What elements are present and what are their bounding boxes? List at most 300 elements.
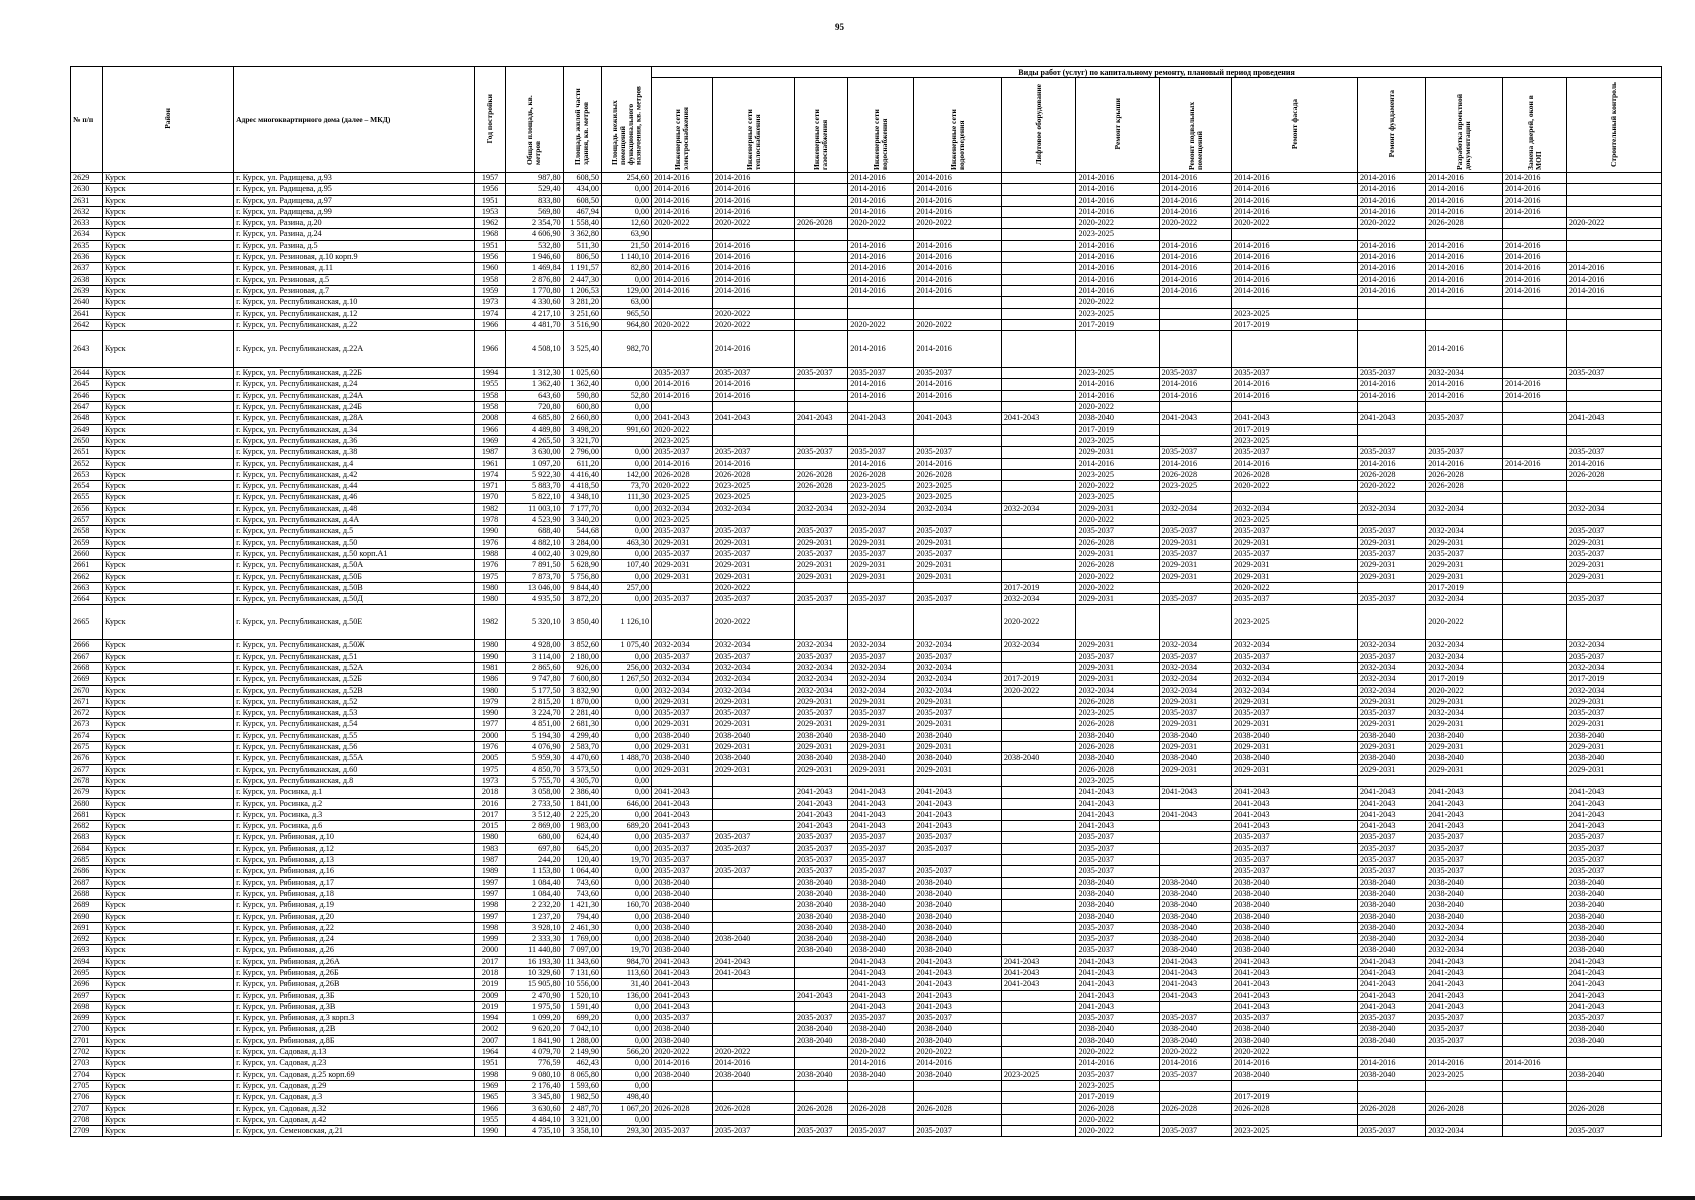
table-cell [1232,1080,1358,1091]
table-cell: 0,00 [602,458,652,469]
table-cell [1426,1047,1503,1058]
table-cell: 2038-2040 [794,888,847,899]
table-cell [1566,195,1661,206]
table-cell: 2041-2043 [1076,809,1159,820]
table-cell: 2026-2028 [1426,481,1503,492]
table-cell: 2683 [71,832,103,843]
table-cell: Курск [102,537,233,548]
table-cell [1001,195,1076,206]
table-cell: 1998 [475,922,506,933]
table-cell: 2035-2037 [1357,843,1425,854]
table-cell: 2014-2016 [848,390,914,401]
table-cell: Курск [102,651,233,662]
table-cell: 689,20 [602,821,652,832]
table-cell: 2014-2016 [1566,263,1661,274]
table-cell: 2020-2022 [848,319,914,330]
table-cell: г. Курск, ул. Республиканская, д.24Б [234,402,475,413]
table-cell [1426,1092,1503,1103]
table-row [71,888,1662,899]
table-cell: 624,40 [563,832,601,843]
table-cell: 2673 [71,719,103,730]
table-cell: Курск [102,1024,233,1035]
table-cell: 2014-2016 [1502,195,1566,206]
table-cell [1159,1080,1232,1091]
table-cell: 2014-2016 [1232,285,1358,296]
table-cell: 2029-2031 [712,742,794,753]
table-cell: 2035-2037 [1076,1013,1159,1024]
table-cell: 0,00 [602,503,652,514]
table-row [71,319,1662,330]
table-cell [1502,798,1566,809]
table-row [71,594,1662,605]
table-cell [1001,526,1076,537]
table-cell: 2694 [71,956,103,967]
table-cell: 2029-2031 [1566,742,1661,753]
table-cell: 4 606,90 [506,229,564,240]
table-cell: 2014-2016 [712,379,794,390]
table-cell: г. Курск, ул. Республиканская, д.4 [234,458,475,469]
table-cell: 1997 [475,877,506,888]
table-cell: 2032-2034 [1357,503,1425,514]
header-work-11 [1502,78,1566,173]
table-cell: 4 299,40 [563,730,601,741]
table-cell [1159,492,1232,503]
table-cell: 5 177,50 [506,685,564,696]
table-cell: 2026-2028 [1076,719,1159,730]
table-cell [1502,526,1566,537]
table-cell: 2035-2037 [1232,1013,1358,1024]
table-row [71,515,1662,526]
table-cell [794,515,847,526]
table-cell: 2038-2040 [1566,911,1661,922]
table-cell: 2634 [71,229,103,240]
table-cell: 2014-2016 [1232,184,1358,195]
table-cell [794,435,847,446]
table-cell: 1979 [475,696,506,707]
table-cell: Курск [102,934,233,945]
table-cell: 2014-2016 [1232,379,1358,390]
table-cell: г. Курск, ул. Республиканская, д.50Б [234,571,475,582]
table-cell [1001,184,1076,195]
table-cell [1001,1013,1076,1024]
table-cell: 0,00 [602,764,652,775]
table-cell: 462,43 [563,1058,601,1069]
table-cell [1566,308,1661,319]
table-cell [914,229,1001,240]
table-row [71,548,1662,559]
table-cell [1001,368,1076,379]
table-cell: 8 065,80 [563,1069,601,1080]
table-cell: 2029-2031 [1566,764,1661,775]
table-cell: 1989 [475,866,506,877]
table-cell: 107,40 [602,560,652,571]
table-cell: 2014-2016 [1232,263,1358,274]
table-cell: 2035-2037 [914,651,1001,662]
table-cell [1159,775,1232,786]
table-cell [794,458,847,469]
table-cell [1159,798,1232,809]
table-cell: 2038-2040 [794,1069,847,1080]
table-cell [1001,719,1076,730]
table-cell: 2032-2034 [1076,685,1159,696]
table-cell [1001,285,1076,296]
table-cell: 2041-2043 [1566,809,1661,820]
table-cell: 2035-2037 [1566,651,1661,662]
table-cell: 2014-2016 [1566,458,1661,469]
table-cell [1566,435,1661,446]
table-cell: г. Курск, ул. Республиканская, д.38 [234,447,475,458]
table-cell: 2035-2037 [794,651,847,662]
table-row [71,402,1662,413]
table-cell [1001,900,1076,911]
table-cell: 1 983,00 [563,821,601,832]
table-cell: 2032-2034 [1426,503,1503,514]
table-cell: 2014-2016 [1232,240,1358,251]
table-cell: 1971 [475,481,506,492]
table-cell [1502,775,1566,786]
table-cell [1502,537,1566,548]
table-cell: 2707 [71,1103,103,1114]
table-cell: 699,20 [563,1013,601,1024]
table-cell: 2035-2037 [652,447,713,458]
table-cell: 5 628,90 [563,560,601,571]
table-cell: 2017-2019 [1076,319,1159,330]
table-cell: 2035-2037 [1357,1013,1425,1024]
table-cell: 2032-2034 [794,685,847,696]
table-cell: 0,00 [602,184,652,195]
table-cell: 2029-2031 [1426,696,1503,707]
table-cell: 2026-2028 [1076,742,1159,753]
table-cell: 2029-2031 [1357,560,1425,571]
table-cell [848,775,914,786]
table-cell: 2 333,30 [506,934,564,945]
table-cell: 63,90 [602,229,652,240]
table-cell: 2014-2016 [1502,206,1566,217]
table-cell: 2041-2043 [1566,787,1661,798]
table-row [71,934,1662,945]
table-cell: 0,00 [602,594,652,605]
table-cell [1566,1114,1661,1125]
table-cell: 2014-2016 [1076,274,1159,285]
table-cell: 2032-2034 [652,674,713,685]
table-cell: 2014-2016 [712,195,794,206]
table-cell: 2014-2016 [1159,263,1232,274]
table-cell: 2041-2043 [1357,413,1425,424]
table-cell: 16 193,30 [506,956,564,967]
table-cell: 2649 [71,424,103,435]
table-cell [1502,742,1566,753]
table-cell: 2038-2040 [914,1069,1001,1080]
table-cell: 2035-2037 [794,594,847,605]
table-cell: 2038-2040 [652,934,713,945]
table-cell: 2032-2034 [848,503,914,514]
table-cell: 3 358,10 [563,1126,601,1137]
table-cell [914,1092,1001,1103]
table-cell: Курск [102,571,233,582]
table-cell: 0,00 [602,866,652,877]
table-cell: г. Курск, ул. Садовая, д.29 [234,1080,475,1091]
table-cell [1357,319,1425,330]
table-row [71,855,1662,866]
table-cell: 0,00 [602,548,652,559]
table-cell: 0,00 [602,1069,652,1080]
table-cell: 2035-2037 [1566,843,1661,854]
table-cell: 2026-2028 [1426,218,1503,229]
table-cell [1426,515,1503,526]
table-cell: 2041-2043 [1232,979,1358,990]
table-row [71,195,1662,206]
table-cell [1426,1080,1503,1091]
table-cell [712,922,794,933]
table-cell: 2032-2034 [794,640,847,651]
table-cell: 5 959,30 [506,753,564,764]
table-cell: 2014-2016 [1566,285,1661,296]
table-cell [1159,1092,1232,1103]
table-cell: 1 982,50 [563,1092,601,1103]
table-cell: 2654 [71,481,103,492]
table-cell: 2041-2043 [1357,979,1425,990]
header-work-6 [1076,78,1159,173]
table-cell [1001,764,1076,775]
table-cell: 2035-2037 [1159,708,1232,719]
table-cell: 142,00 [602,469,652,480]
table-cell: 2035-2037 [914,832,1001,843]
table-cell: 2 681,30 [563,719,601,730]
table-cell [1001,696,1076,707]
table-cell: Курск [102,379,233,390]
table-cell: 2020-2022 [1076,1126,1159,1137]
table-cell: 2035-2037 [1566,594,1661,605]
table-cell: 2032-2034 [1426,526,1503,537]
table-cell: 2038-2040 [914,922,1001,933]
table-cell: 2026-2028 [1076,696,1159,707]
table-cell: 2026-2028 [1076,764,1159,775]
table-cell: 2014-2016 [712,1058,794,1069]
table-cell: 2 180,00 [563,651,601,662]
table-cell: 2038-2040 [1357,877,1425,888]
table-cell [1001,229,1076,240]
table-cell: 3 872,20 [563,594,601,605]
table-cell [712,1114,794,1125]
table-cell: 2656 [71,503,103,514]
table-cell: 2014-2016 [914,379,1001,390]
header-nonliving-area [602,67,652,173]
table-cell [848,402,914,413]
table-cell: 2014-2016 [712,173,794,184]
table-cell: 2041-2043 [1566,413,1661,424]
table-cell: 2041-2043 [914,968,1001,979]
table-cell [794,605,847,640]
table-cell: 2652 [71,458,103,469]
table-cell: 2020-2022 [1232,481,1358,492]
table-row [71,571,1662,582]
table-cell: 2038-2040 [712,730,794,741]
table-cell [1502,685,1566,696]
table-cell: 2032-2034 [652,685,713,696]
table-cell [1001,206,1076,217]
table-cell [1566,173,1661,184]
table-cell: 2637 [71,263,103,274]
table-row [71,285,1662,296]
table-row [71,990,1662,1001]
table-cell: Курск [102,798,233,809]
table-cell [712,900,794,911]
table-cell: 2020-2022 [652,1047,713,1058]
table-row [71,582,1662,593]
table-cell [1001,832,1076,843]
table-cell: 2038-2040 [914,1035,1001,1046]
table-cell: 2 232,20 [506,900,564,911]
table-cell: 2 876,80 [506,274,564,285]
table-cell: 4 330,60 [506,297,564,308]
table-cell: 2017-2019 [1001,582,1076,593]
table-cell: 2020-2022 [1232,582,1358,593]
table-cell: 2038-2040 [1566,888,1661,899]
table-cell: г. Курск, ул. Республиканская, д.54 [234,719,475,730]
table-cell: 2041-2043 [848,787,914,798]
table-row [71,492,1662,503]
table-cell: Курск [102,319,233,330]
table-cell: 645,20 [563,843,601,854]
table-cell: 2029-2031 [848,696,914,707]
table-cell: 2035-2037 [712,708,794,719]
table-cell: 1977 [475,719,506,730]
table-cell: 2032-2034 [1426,1126,1503,1137]
table-cell [1502,1024,1566,1035]
table-cell: 2038-2040 [794,1024,847,1035]
table-cell: Курск [102,413,233,424]
table-cell: 1986 [475,674,506,685]
table-cell: 2675 [71,742,103,753]
table-cell: 1978 [475,515,506,526]
table-cell: Курск [102,1103,233,1114]
table-cell: Курск [102,888,233,899]
table-cell: 2020-2022 [1076,297,1159,308]
table-cell: 11 440,80 [506,945,564,956]
table-cell: 2038-2040 [652,753,713,764]
table-cell: 720,80 [506,402,564,413]
table-cell [1502,492,1566,503]
table-cell: 2038-2040 [1566,934,1661,945]
table-cell [1357,308,1425,319]
table-cell: 2641 [71,308,103,319]
table-cell: 2038-2040 [1076,877,1159,888]
table-cell: 2029-2031 [1076,674,1159,685]
table-cell: 1 237,20 [506,911,564,922]
table-cell: 2041-2043 [914,1001,1001,1012]
table-cell: 2035-2037 [848,843,914,854]
table-cell: 2029-2031 [1076,447,1159,458]
table-cell [848,297,914,308]
table-cell [1001,651,1076,662]
table-cell: 2038-2040 [1357,922,1425,933]
table-cell [1566,390,1661,401]
table-cell: 2035-2037 [848,651,914,662]
table-cell: 2035-2037 [1076,526,1159,537]
table-cell: 2035-2037 [794,368,847,379]
table-cell: 2041-2043 [652,821,713,832]
table-cell: 2019 [475,979,506,990]
table-cell: 2041-2043 [1566,821,1661,832]
table-cell: 1 191,57 [563,263,601,274]
table-cell: 2014-2016 [1357,195,1425,206]
table-cell: 2041-2043 [914,979,1001,990]
table-cell: 2020-2022 [1357,481,1425,492]
table-cell: 52,80 [602,390,652,401]
table-cell [1566,319,1661,330]
table-cell: Курск [102,229,233,240]
table-cell: 1997 [475,888,506,899]
table-cell: 2020-2022 [1566,218,1661,229]
table-cell: Курск [102,594,233,605]
table-cell [1001,1080,1076,1091]
table-cell: 3 284,00 [563,537,601,548]
table-cell: 1951 [475,1058,506,1069]
table-cell: 2041-2043 [1426,798,1503,809]
table-cell: г. Курск, ул. Рябиновая, д.3Б [234,990,475,1001]
table-cell: 1 469,84 [506,263,564,274]
table-cell: 2035-2037 [848,1126,914,1137]
table-row [71,390,1662,401]
table-cell [914,1080,1001,1091]
table-cell: 1976 [475,742,506,753]
table-cell: 4 850,70 [506,764,564,775]
table-cell: г. Курск, ул. Росинка, д.6 [234,821,475,832]
table-cell: г. Курск, ул. Садовая, д.13 [234,1047,475,1058]
table-cell [652,1092,713,1103]
table-cell: 2038-2040 [1159,888,1232,899]
table-cell: 3 345,80 [506,1092,564,1103]
table-cell: 2035-2037 [652,368,713,379]
table-cell: 2014-2016 [1232,390,1358,401]
table-cell: Курск [102,263,233,274]
table-cell: 2032-2034 [848,674,914,685]
table-cell: 2014-2016 [712,240,794,251]
table-cell [1159,297,1232,308]
table-cell: 2000 [475,730,506,741]
table-cell: 2014-2016 [1076,173,1159,184]
table-cell [1502,229,1566,240]
table-cell: 1965 [475,1092,506,1103]
table-row [71,605,1662,640]
table-cell: 13 046,00 [506,582,564,593]
table-cell: 2032-2034 [712,662,794,673]
table-cell: 2029-2031 [1232,719,1358,730]
table-row [71,685,1662,696]
table-cell: 1 946,60 [506,252,564,263]
table-cell: 2017-2019 [1426,582,1503,593]
table-cell [1001,515,1076,526]
table-cell: 2023-2025 [652,515,713,526]
table-cell [848,515,914,526]
table-cell: 2014-2016 [1502,285,1566,296]
table-row [71,537,1662,548]
table-row [71,922,1662,933]
header-work-label: Инженерные сети электроснабжения [673,107,690,170]
table-cell [1502,1035,1566,1046]
table-cell: 2014-2016 [1076,206,1159,217]
table-cell: Курск [102,911,233,922]
table-cell: 2041-2043 [652,809,713,820]
table-cell: 2041-2043 [1566,798,1661,809]
table-cell: 1958 [475,390,506,401]
table-cell: Курск [102,526,233,537]
table-cell: 2014-2016 [1232,458,1358,469]
table-cell: 2035-2037 [652,1013,713,1024]
table-cell [1566,1080,1661,1091]
table-cell [1502,218,1566,229]
table-cell: 2014-2016 [712,184,794,195]
